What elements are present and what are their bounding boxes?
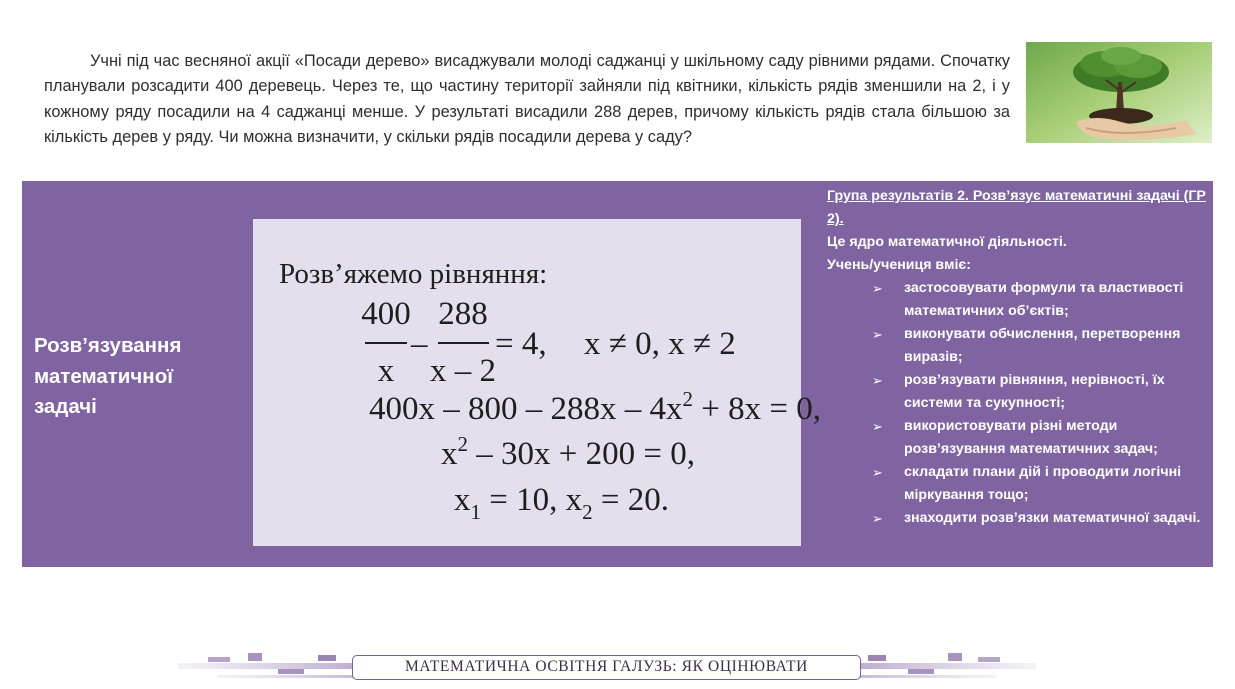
solution-math [253,219,821,546]
topic-title [34,331,234,423]
skill-text: застосовувати формули та властивості математичних об’єктів; [904,280,1184,319]
equals-four: = 4, [495,326,547,362]
fraction-numerator: 400 [361,296,411,332]
footer-label: МАТЕМАТИЧНА ОСВІТНЯ ГАЛУЗЬ: ЯК ОЦІНЮВАТИ [352,655,861,680]
topic-line: Розв’язування [34,334,182,357]
fraction-denominator: x – 2 [430,353,496,389]
skills-list-item [827,323,1210,369]
exponent: 2 [682,387,693,411]
skill-text: використовувати різні методи розв’язування математичних задач; [904,418,1158,457]
arrow-bullet-icon: ➢ [872,327,883,342]
fraction-numerator: 288 [438,296,488,332]
topic-line: математичної [34,364,173,388]
domain-condition: x ≠ 0, x ≠ 2 [584,326,736,362]
equation-part: x [454,482,471,518]
arrow-bullet-icon: ➢ [872,419,883,434]
solution-title: Розв’яжемо рівняння: [279,258,548,290]
arrow-bullet-icon: ➢ [872,281,883,296]
results-group-description [827,185,1210,530]
subscript: 2 [582,500,593,524]
skills-intro: Учень/учениця вміє: [827,257,971,273]
skills-list-item [827,461,1210,507]
skills-list [827,277,1210,530]
arrow-bullet-icon: ➢ [872,465,883,480]
core-statement: Це ядро математичної діяльності. [827,234,1067,250]
fraction-denominator: x [377,353,395,389]
skills-list-item [827,507,1210,530]
skill-text: знаходити розв’язки математичної задачі. [904,510,1201,526]
arrow-bullet-icon: ➢ [872,511,883,526]
exponent: 2 [457,432,468,456]
equation-line-2 [369,387,821,427]
arrow-bullet-icon: ➢ [872,373,883,388]
equation-part: + 8x = 0, [693,391,821,427]
equation-part: = 20. [592,482,669,518]
equation-part: 400x – 800 – 288x – 4x [369,391,683,427]
skills-list-item [827,277,1210,323]
results-group-heading: Група результатів 2. Розв’язує математичні задачі (ГР 2). [827,188,1206,227]
equation-part: x [441,436,458,472]
skill-text: виконувати обчислення, перетворення виразів; [904,326,1181,365]
subscript: 1 [470,500,481,524]
skill-text: розв’язувати рівняння, нерівності, їх системи та сукупності; [904,372,1165,411]
tree-in-hands-image [1026,42,1212,143]
skill-text: складати плани дій і проводити логічні міркування тощо; [904,464,1182,503]
problem-text: Учні під час весняної акції «Посади дерево» висаджували молоді саджанці у шкільному саду рівними рядами. Спочатку планували розсадити 400 деревець. Через те, що частину території зайняли під квітники, кількість рядів зменшили на 2, і у кожному ряду посадили на 4 саджанці менше. У результаті висадили 288 дерев, причому кількість рядів стала більшою за кількість дерев у ряду. Чи можна визначити, у скільки рядів посадили дерева у саду? [44,52,1010,147]
equation-roots [454,482,669,524]
equation-part: – 30x + 200 = 0, [468,436,695,472]
equation-line-3 [441,432,695,472]
minus-sign: – [411,326,428,362]
skills-list-item [827,369,1210,415]
solution-panel [253,219,821,546]
equation-part: = 10, x [481,482,583,518]
tree-in-hands-photo [1026,42,1212,143]
skills-list-item [827,415,1210,461]
topic-line: задачі [34,395,97,418]
